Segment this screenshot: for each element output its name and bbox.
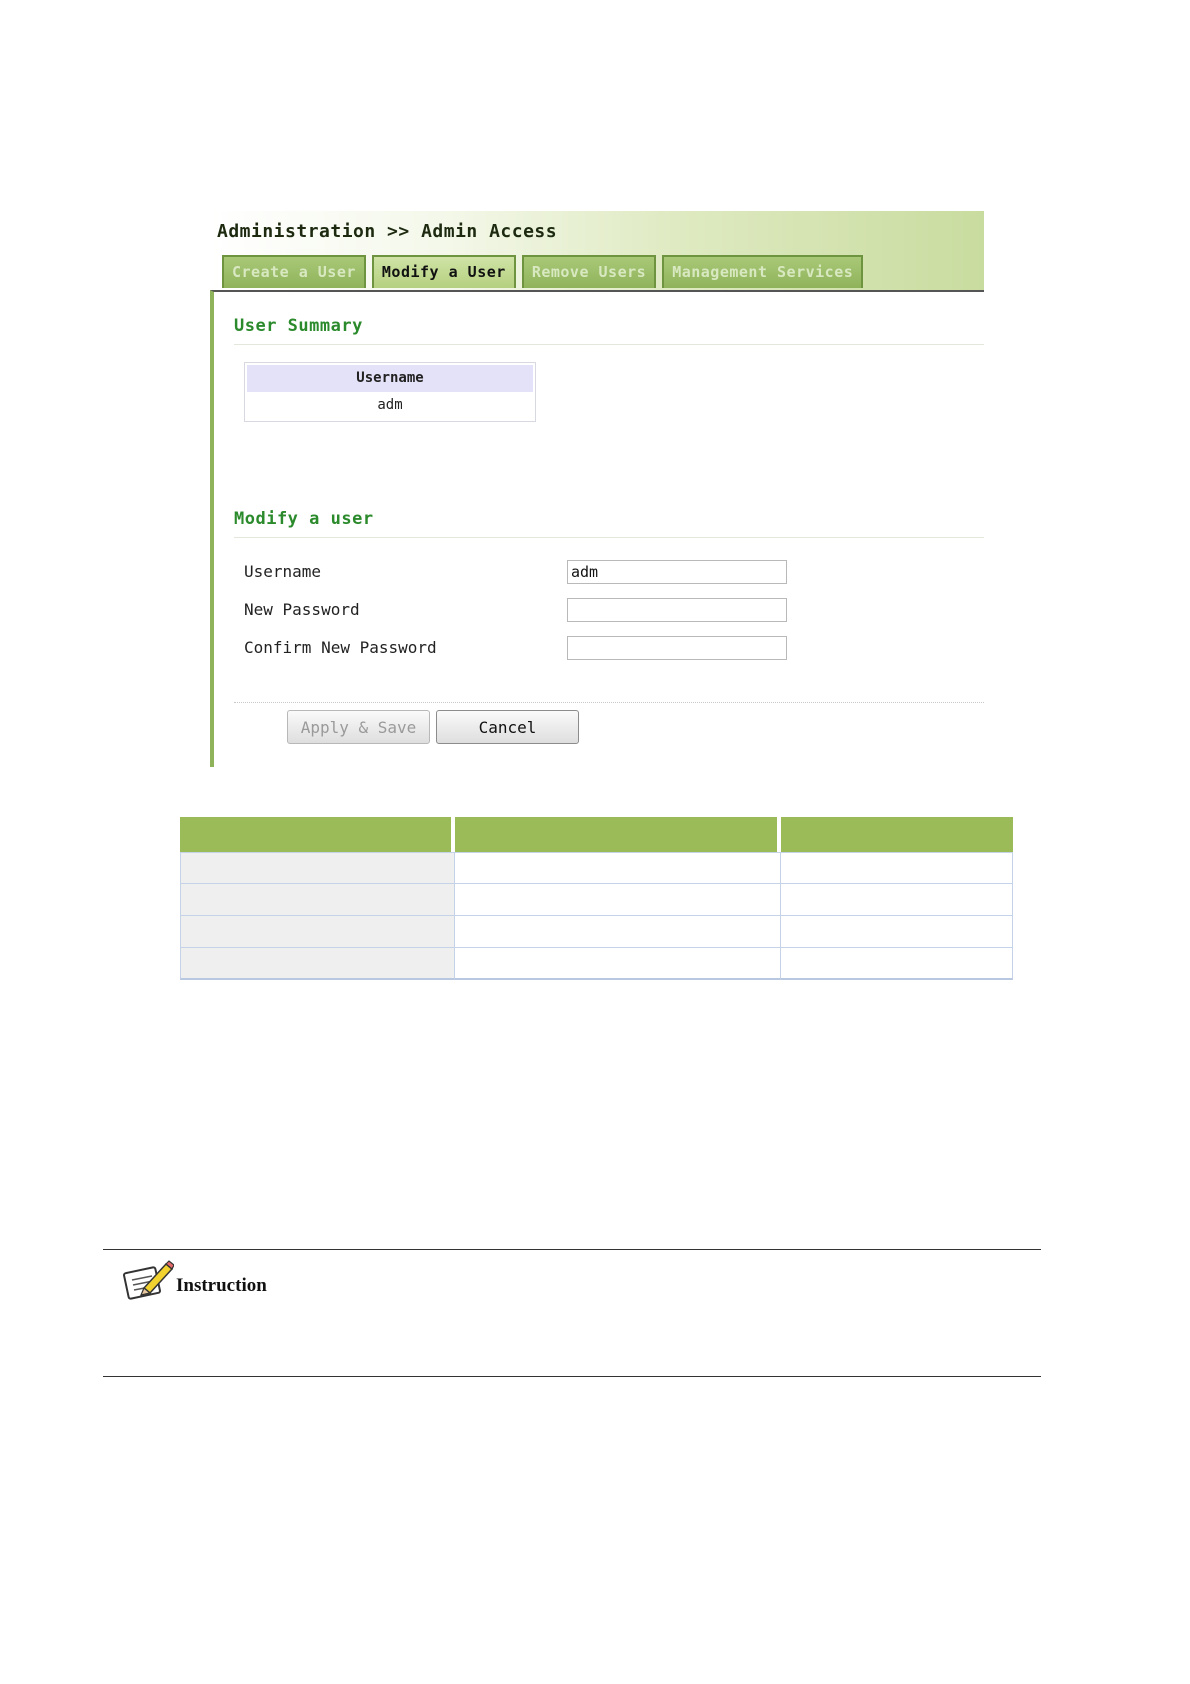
- table-row: [180, 884, 1013, 916]
- instruction-bottom-rule: [103, 1376, 1041, 1377]
- table-header-cell: [781, 817, 1013, 852]
- document-table: [180, 817, 1013, 982]
- table-header-row: [180, 817, 1013, 849]
- section-divider: [234, 537, 984, 538]
- table-row: [180, 916, 1013, 948]
- tab-remove-users[interactable]: Remove Users: [522, 255, 656, 288]
- confirm-password-input[interactable]: [567, 636, 787, 660]
- content-panel: [210, 290, 984, 767]
- table-row: [180, 852, 1013, 884]
- header-bar: [210, 211, 984, 290]
- modify-user-title: Modify a user: [234, 509, 374, 529]
- table-cell: [455, 916, 781, 948]
- table-cell: [180, 916, 455, 948]
- instruction-top-rule: [103, 1249, 1041, 1250]
- instruction-label: Instruction: [176, 1275, 267, 1296]
- username-input[interactable]: [567, 560, 787, 584]
- confirm-password-label: Confirm New Password: [244, 638, 437, 657]
- breadcrumb: Administration >> Admin Access: [217, 221, 558, 242]
- username-label: Username: [244, 562, 322, 581]
- cancel-button[interactable]: Cancel: [436, 710, 579, 744]
- table-cell: [781, 884, 1013, 916]
- user-summary-title: User Summary: [234, 316, 363, 336]
- table-cell: [180, 884, 455, 916]
- table-cell: [781, 948, 1013, 980]
- table-cell: [781, 916, 1013, 948]
- table-row: [180, 948, 1013, 980]
- user-summary-table: [244, 362, 536, 422]
- apply-save-button[interactable]: Apply & Save: [287, 710, 430, 744]
- table-header-cell: [455, 817, 779, 852]
- tab-management-services[interactable]: Management Services: [662, 255, 863, 288]
- form-divider: [234, 702, 984, 703]
- table-cell: [455, 884, 781, 916]
- table-cell: [455, 948, 781, 980]
- notepad-pencil-icon: [122, 1258, 174, 1302]
- tab-modify-a-user[interactable]: Modify a User: [372, 255, 516, 288]
- table-header-cell: [180, 817, 453, 852]
- summary-column-header: Username: [247, 365, 533, 392]
- section-divider: [234, 344, 984, 345]
- admin-access-screenshot: [210, 211, 984, 767]
- new-password-input[interactable]: [567, 598, 787, 622]
- summary-row-username[interactable]: adm: [377, 397, 403, 413]
- table-cell: [455, 852, 781, 884]
- table-cell: [781, 852, 1013, 884]
- tab-create-a-user[interactable]: Create a User: [222, 255, 366, 288]
- table-cell: [180, 852, 455, 884]
- tab-bar: [222, 255, 863, 288]
- table-cell: [180, 948, 455, 980]
- new-password-label: New Password: [244, 600, 360, 619]
